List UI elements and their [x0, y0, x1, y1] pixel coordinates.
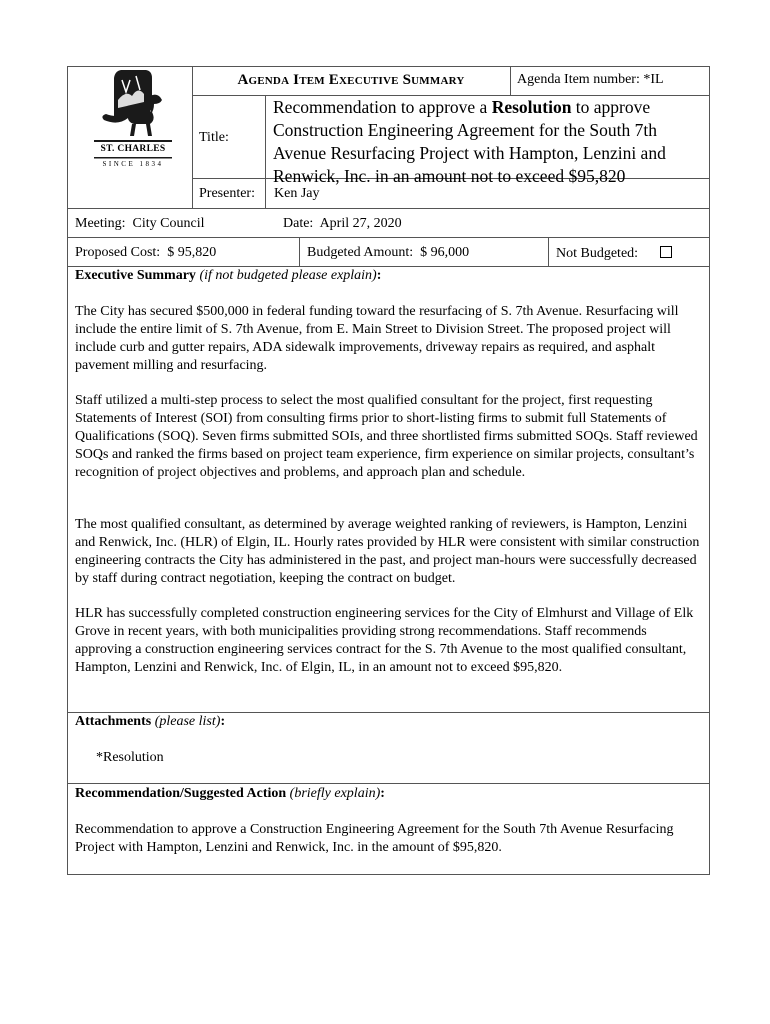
date-field	[283, 215, 402, 233]
agenda-title	[273, 96, 705, 188]
budgeted-amount-label: Budgeted Amount:	[307, 245, 414, 260]
agenda-number-value: *IL	[643, 72, 664, 87]
logo-name: ST. CHARLES	[100, 144, 166, 154]
title-label: Title:	[199, 130, 229, 145]
title-text-start: Recommendation to approve a	[273, 97, 492, 117]
recommendation-heading: Recommendation/Suggested Action (briefly explain):	[75, 786, 385, 801]
recommendation-title: Recommendation/Suggested Action	[75, 786, 287, 801]
summary-paragraph: The City has secured $500,000 in federal funding toward the resurfacing of S. 7th Avenue. Resurfacing will include the entire limit of S. 7th Avenue, from E. Main Street to Division Street. The proposed project will include curb and gutter repairs, ADA sidewalk improvements, driveway repairs as required, and asphalt pavement milling and resurfacing.	[75, 304, 679, 373]
logo-since: SINCE 1834	[102, 160, 164, 168]
city-logo	[88, 66, 178, 170]
fox-emblem-icon	[88, 66, 178, 170]
proposed-cost	[75, 244, 216, 262]
summary-paragraph: HLR has successfully completed construction engineering services for the City of Elmhurst and Village of Elk Grove in recent years, with both municipalities providing strong recommendations. Staff recommends approving a construction engineering services contract for the S. 7th Avenue to the most qualified consultant, Hampton, Lenzini and Renwick, Inc. of Elgin, IL, in an amount not to exceed $95,820.	[75, 606, 694, 675]
budgeted-amount-value: $ 96,000	[420, 245, 470, 260]
agenda-number-label: Agenda Item number:	[517, 72, 640, 87]
executive-summary-heading: Executive Summary (if not budgeted please explain):	[75, 268, 382, 283]
executive-summary-title: Executive Summary	[75, 268, 196, 283]
divider	[548, 237, 549, 266]
attachments-heading: Attachments (please list):	[75, 714, 226, 729]
recommendation-text: Recommendation to approve a Construction Engineering Agreement for the South 7th Avenue Resurfacing Project with Hampton, Lenzini and Renwick, Inc. in the amount of $95,820.	[75, 822, 674, 855]
date-label: Date:	[283, 216, 314, 231]
date-value: April 27, 2020	[319, 216, 402, 231]
divider	[67, 208, 710, 209]
title-bold-word: Resolution	[491, 97, 572, 117]
summary-paragraph: The most qualified consultant, as determined by average weighted ranking of reviewers, is Hampton, Lenzini and Renwick, Inc. (HLR) of Elgin, IL. Hourly rates provided by HLR were consistent with similar construction engineering contracts the City has administered in the past, and project man-hours were successfully decreased by staff during contract negotiation, keeping the contract on budget.	[75, 517, 700, 586]
proposed-cost-value: $ 95,820	[167, 245, 217, 260]
not-budgeted-label: Not Budgeted:	[556, 246, 639, 261]
not-budgeted	[556, 245, 672, 263]
agenda-item-number	[517, 71, 664, 89]
not-budgeted-checkbox[interactable]	[660, 246, 672, 258]
meeting-label: Meeting:	[75, 216, 126, 231]
meeting-value: City Council	[132, 216, 205, 231]
meeting-field	[75, 215, 205, 233]
presenter-label: Presenter:	[199, 186, 255, 201]
budgeted-amount	[307, 244, 469, 262]
divider	[265, 95, 266, 208]
proposed-cost-label: Proposed Cost:	[75, 245, 161, 260]
attachments-note: (please list)	[154, 714, 221, 729]
divider	[299, 237, 300, 266]
executive-summary-note: (if not budgeted please explain)	[199, 268, 377, 283]
attachments-title: Attachments	[75, 714, 152, 729]
form-title: Agenda Item Executive Summary	[237, 72, 465, 88]
title-text-end: to approve Construction Engineering Agreement for the South 7th Avenue Resurfacing Project with Hampton, Lenzini and Renwick, Inc. in an amount not to exceed $95,820	[273, 97, 666, 186]
summary-paragraph: Staff utilized a multi-step process to select the most qualified consultant for the project, first requesting Statements of Interest (SOI) from consulting firms prior to short-listing firms to submit full Statements of Qualifications (SOQ). Seven firms submitted SOIs, and three shortlisted firms submitted SOQs. Staff reviewed SOQs and ranked the firms based on project team experience, firm experience on similar projects, consultant’s recognition of project objectives and problems, and approach plan and schedule.	[75, 393, 698, 480]
recommendation-note: (briefly explain)	[289, 786, 381, 801]
divider	[67, 237, 710, 238]
divider	[510, 66, 511, 95]
attachment-item[interactable]: *Resolution	[96, 750, 164, 765]
divider	[67, 783, 710, 784]
presenter-value: Ken Jay	[274, 186, 320, 201]
